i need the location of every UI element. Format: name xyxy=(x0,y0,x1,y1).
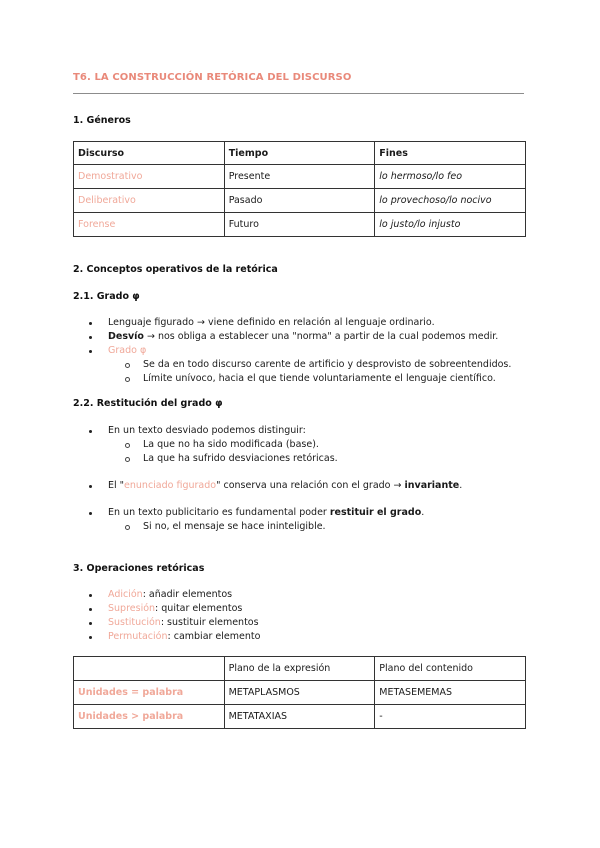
list-item xyxy=(73,316,533,330)
genres-table xyxy=(73,141,526,237)
unit-type: Unidades = palabra xyxy=(74,681,225,705)
operation-description: : quitar elementos xyxy=(155,603,243,614)
list-spacer xyxy=(73,493,533,506)
list-item xyxy=(73,479,533,493)
operation-term: Sustitución xyxy=(108,617,161,628)
subsection-2-1-heading: 2.1. Grado φ xyxy=(73,291,140,302)
table-row xyxy=(74,165,526,189)
operations-table-header-row xyxy=(74,657,526,681)
list-item xyxy=(73,630,533,644)
list-item-text: Lenguaje figurado → viene definido en relación al lenguaje ordinario. xyxy=(108,317,435,328)
list-item xyxy=(73,452,533,466)
operation-term: Supresión xyxy=(108,603,156,614)
operations-header-contenido: Plano del contenido xyxy=(375,657,526,681)
operations-table xyxy=(73,656,526,729)
grado-list xyxy=(73,316,533,386)
list-item-bold: invariante xyxy=(404,480,460,491)
list-item-text: Se da en todo discurso carente de artificio y desprovisto de sobreentendidos. xyxy=(143,359,512,370)
list-item xyxy=(73,372,533,386)
list-item xyxy=(73,520,533,534)
list-item-text: La que ha sufrido desviaciones retóricas. xyxy=(143,453,338,464)
genres-table-header-row xyxy=(74,142,526,165)
table-row xyxy=(74,681,526,705)
list-item xyxy=(73,506,533,520)
list-item-text: Límite unívoco, hacia el que tiende voluntariamente el lenguaje científico. xyxy=(143,373,496,384)
genre-time: Futuro xyxy=(224,213,375,237)
section-2-heading: 2. Conceptos operativos de la retórica xyxy=(73,264,278,275)
genre-time: Pasado xyxy=(224,189,375,213)
table-row xyxy=(74,189,526,213)
genre-time: Presente xyxy=(224,165,375,189)
list-spacer xyxy=(73,466,533,479)
operation-description: : sustituir elementos xyxy=(160,617,259,628)
list-item-bold: restituir el grado xyxy=(329,507,422,518)
list-item-text: En un texto publicitario es fundamental poder xyxy=(108,507,330,518)
operation-term: Adición xyxy=(108,589,143,600)
operation-description: : añadir elementos xyxy=(142,589,233,600)
list-item xyxy=(73,344,533,358)
list-item xyxy=(73,616,533,630)
unit-type: Unidades > palabra xyxy=(74,705,225,729)
genre-purpose: lo hermoso/lo feo xyxy=(375,165,526,189)
list-item-text: " conserva una relación con el grado → xyxy=(216,480,405,491)
table-row xyxy=(74,705,526,729)
genre-name: Forense xyxy=(74,213,225,237)
subsection-2-2-heading: 2.2. Restitución del grado φ xyxy=(73,398,223,409)
list-item xyxy=(73,330,533,344)
genres-header-tiempo: Tiempo xyxy=(224,142,375,165)
list-item-bold: Desvío xyxy=(108,331,144,342)
list-item-text: La que no ha sido modificada (base). xyxy=(143,439,319,450)
operations-list xyxy=(73,588,533,644)
content-plane-value: - xyxy=(375,705,526,729)
list-item xyxy=(73,424,533,438)
expression-plane-value: METATAXIAS xyxy=(224,705,375,729)
genres-header-discurso: Discurso xyxy=(74,142,225,165)
content-plane-value: METASEMEMAS xyxy=(375,681,526,705)
table-row xyxy=(74,213,526,237)
list-item-accent: Grado φ xyxy=(108,345,147,356)
genres-header-fines: Fines xyxy=(375,142,526,165)
genre-name: Deliberativo xyxy=(74,189,225,213)
list-item-text: . xyxy=(459,480,463,491)
operations-header-empty xyxy=(74,657,225,681)
expression-plane-value: METAPLASMOS xyxy=(224,681,375,705)
list-item-text: El " xyxy=(108,480,125,491)
operation-description: : cambiar elemento xyxy=(167,631,261,642)
genre-purpose: lo justo/lo injusto xyxy=(375,213,526,237)
operation-term: Permutación xyxy=(108,631,168,642)
list-item-accent: enunciado figurado xyxy=(124,480,217,491)
list-item xyxy=(73,602,533,616)
list-item-text: Si no, el mensaje se hace ininteligible. xyxy=(143,521,326,532)
list-item xyxy=(73,438,533,452)
genre-name: Demostrativo xyxy=(74,165,225,189)
list-item xyxy=(73,358,533,372)
title-divider xyxy=(73,93,524,94)
section-3-heading: 3. Operaciones retóricas xyxy=(73,563,205,574)
list-item-text: . xyxy=(421,507,425,518)
section-1-heading: 1. Géneros xyxy=(73,115,131,126)
genre-purpose: lo provechoso/lo nocivo xyxy=(375,189,526,213)
operations-header-expresion: Plano de la expresión xyxy=(224,657,375,681)
list-item xyxy=(73,588,533,602)
restitucion-list xyxy=(73,424,533,534)
list-item-text: En un texto desviado podemos distinguir: xyxy=(108,425,306,436)
list-item-text: → nos obliga a establecer una "norma" a partir de la cual podemos medir. xyxy=(143,331,499,342)
document-title: T6. LA CONSTRUCCIÓN RETÓRICA DEL DISCURSO xyxy=(73,72,352,83)
